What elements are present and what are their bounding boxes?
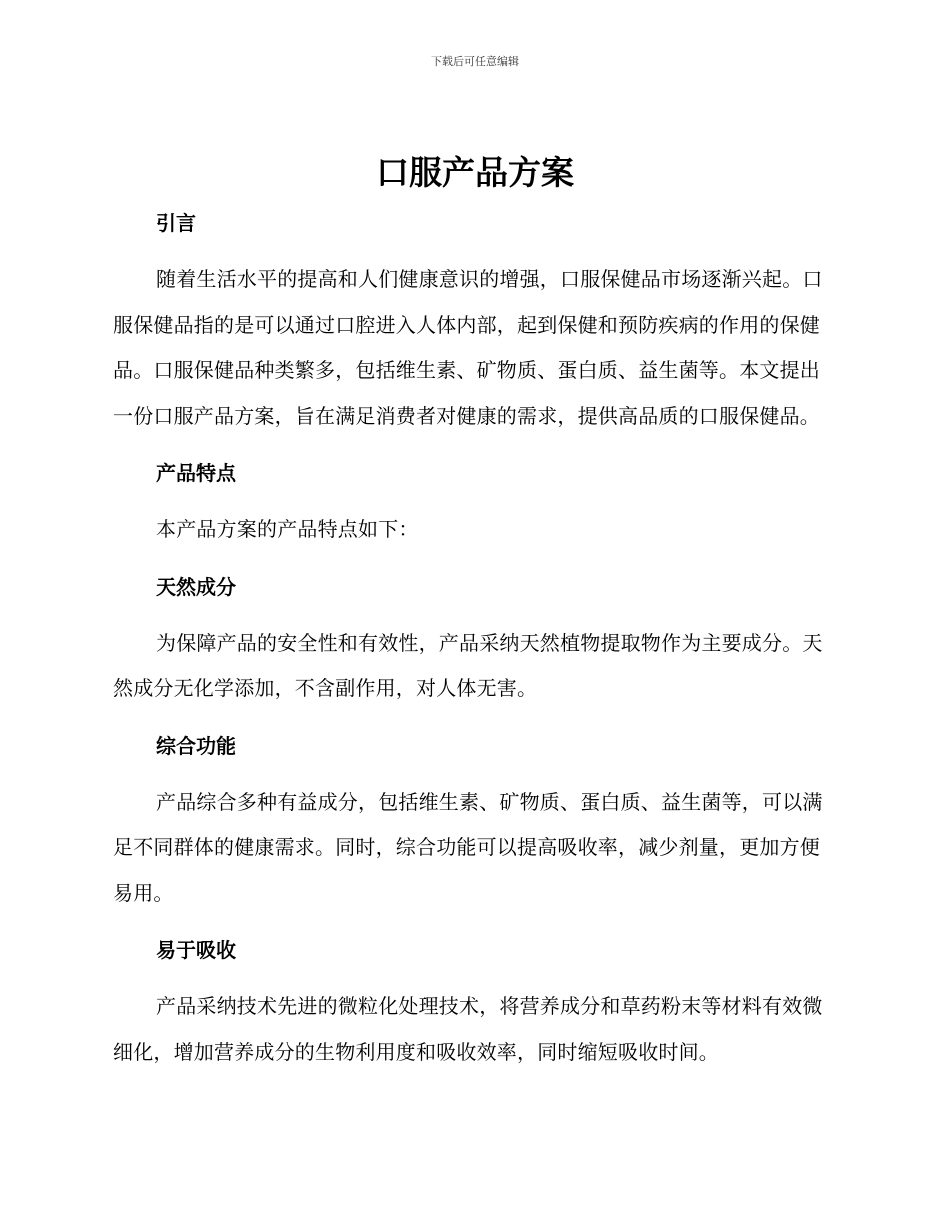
section-paragraph-comprehensive: 产品综合多种有益成分，包括维生素、矿物质、蛋白质、益生菌等，可以满足不同群体的健康需求。同时，综合功能可以提高吸收率，减少剂量，更加方便易用。 <box>113 789 823 905</box>
section-paragraph-absorption: 产品采纳技术先进的微粒化处理技术，将营养成分和草药粉末等材料有效微细化，增加营养成分的生物利用度和吸收效率，同时缩短吸收时间。 <box>113 994 823 1064</box>
section-heading-absorption: 易于吸收 <box>156 938 236 962</box>
section-paragraph-intro: 随着生活水平的提高和人们健康意识的增强，口服保健品市场逐渐兴起。口服保健品指的是可以通过口腔进入人体内部，起到保健和预防疾病的作用的保健品。口服保健品种类繁多，包括维生素、矿物质、蛋白质、益生菌等。本文提出一份口服产品方案，旨在满足消费者对健康的需求，提供高品质的口服保健品。 <box>113 267 823 428</box>
section-heading-comprehensive: 综合功能 <box>156 733 236 758</box>
section-heading-features: 产品特点 <box>156 461 236 485</box>
section-heading-natural: 天然成分 <box>156 574 236 599</box>
document-body <box>113 200 831 1086</box>
section-paragraph-features: 本产品方案的产品特点如下： <box>156 517 419 541</box>
page-header-note: 下载后可任意编辑 <box>431 55 519 68</box>
document-title: 口服产品方案 <box>376 153 574 192</box>
section-paragraph-natural: 为保障产品的安全性和有效性，产品采纳天然植物提取物作为主要成分。天然成分无化学添加，不含副作用，对人体无害。 <box>113 630 823 700</box>
section-heading-intro: 引言 <box>156 211 196 235</box>
